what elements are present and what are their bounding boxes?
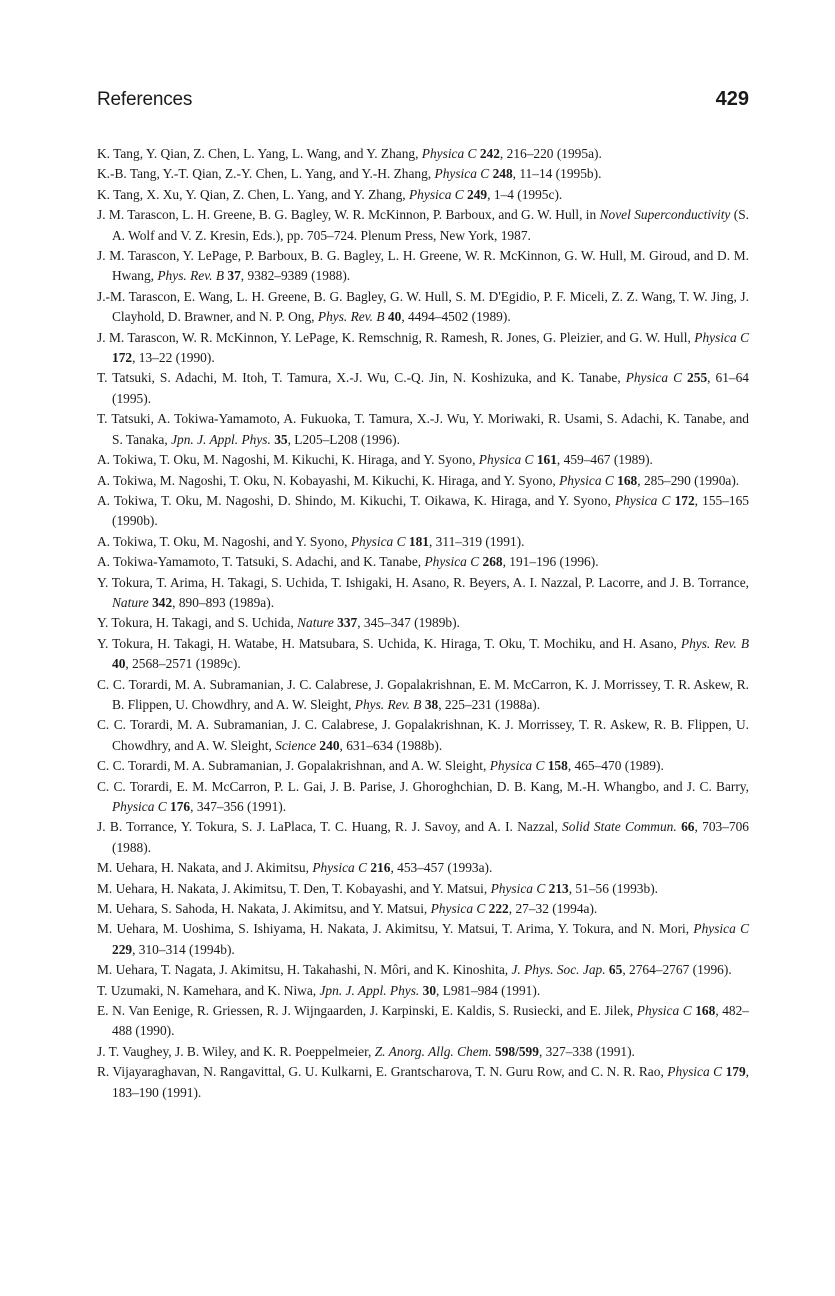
reference-journal: Physica C [694,329,749,345]
reference-pages-year: , 703–706 (1988). [112,819,749,855]
reference-journal: Physica C [434,166,490,182]
reference-entry [97,981,749,1001]
reference-volume: 268 [482,554,503,570]
reference-authors: C. C. Torardi, M. A. Subramanian, J. Gopalakrishnan, and A. W. Sleight, [97,758,490,774]
reference-journal: Physica C [409,186,464,202]
reference-pages-year: , 345–347 (1989b). [357,615,460,631]
reference-pages-year: , 459–467 (1989). [556,452,653,468]
reference-volume: 168 [617,472,638,488]
reference-entry [97,675,749,716]
reference-entry [97,328,749,369]
reference-authors: J.-M. Tarascon, E. Wang, L. H. Greene, B. G. Bagley, G. W. Hull, S. M. D'Egidio, P. F. Miceli, Z. Z. Wang, T. W. Jing, J. Clayhold, D. Brawner, and N. P. Ong, [97,288,749,325]
reference-volume: 222 [488,901,509,917]
reference-entry [97,573,749,614]
reference-entry [97,552,749,572]
reference-pages-year: , 482–488 (1990). [112,1003,749,1039]
reference-authors: T. Uzumaki, N. Kamehara, and K. Niwa, [97,982,320,998]
reference-entry [97,756,749,776]
reference-pages-year: , 11–14 (1995b). [512,166,602,182]
reference-pages-year: , 155–165 (1990b). [112,492,749,529]
reference-entry [97,634,749,675]
reference-volume: 40 [387,309,402,325]
reference-pages-year: , 890–893 (1989a). [172,594,275,610]
reference-entry [97,144,749,164]
reference-volume: 242 [479,146,500,161]
reference-pages-year: , 9382–9389 (1988). [240,268,351,284]
reference-entry [97,450,749,470]
reference-volume: 172 [112,350,133,366]
reference-authors: K. Tang, X. Xu, Y. Qian, Z. Chen, L. Yang, and Y. Zhang, [97,186,409,202]
reference-journal: Physica C [559,472,614,488]
reference-authors: M. Uehara, S. Sahoda, H. Nakata, J. Akimitsu, and Y. Matsui, [97,901,431,917]
reference-entry [97,613,749,633]
reference-volume: 342 [152,594,173,610]
reference-entry [97,185,749,205]
reference-journal: Novel Superconductivity [599,207,731,223]
reference-entry [97,368,749,409]
reference-pages-year: , 347–356 (1991). [190,799,287,814]
reference-entry [97,205,749,246]
reference-volume: 30 [422,982,437,998]
reference-volume: 158 [547,758,568,774]
reference-entry [97,919,749,960]
reference-authors: C. C. Torardi, M. A. Subramanian, J. C. Calabrese, J. Gopalakrishnan, K. J. Morrissey, T. R. Askew, R. B. Flippen, U. Chowdhry, and A. W. Sleight, [97,717,749,753]
reference-volume: 38 [424,696,439,712]
reference-journal: Physica C [112,799,167,814]
reference-authors: J. M. Tarascon, Y. LePage, P. Barboux, B. G. Bagley, L. H. Greene, W. R. McKinnon, G. W. Hull, M. Giroud, and D. M. Hwang, [97,248,749,284]
reference-volume: 161 [536,452,557,468]
reference-entry [97,817,749,858]
reference-journal: Physica C [693,921,749,937]
reference-authors: M. Uehara, H. Nakata, and J. Akimitsu, [97,860,313,876]
reference-authors: R. Vijayaraghavan, N. Rangavittal, G. U. Kulkarni, E. Grantscharova, T. N. Guru Row, and C. N. R. Rao, [97,1064,668,1080]
running-head [97,88,749,111]
reference-pages-year: , 311–319 (1991). [428,533,525,549]
reference-journal: Physica C [490,880,546,896]
reference-journal: Physica C [614,492,671,508]
reference-entry [97,409,749,450]
reference-pages-year: , 225–231 (1988a). [438,696,541,712]
reference-entry [97,1042,749,1062]
reference-journal: Solid State Commun. [562,819,677,835]
reference-authors: M. Uehara, T. Nagata, J. Akimitsu, H. Takahashi, N. Môri, and K. Kinoshita, [97,962,512,978]
reference-volume: 181 [408,533,429,549]
reference-authors: E. N. Van Eenige, R. Griessen, R. J. Wijngaarden, J. Karpinski, E. Kaldis, S. Rusiecki, and E. Jilek, [97,1003,637,1019]
reference-journal: Physica C [350,533,406,549]
reference-authors: A. Tokiwa, T. Oku, M. Nagoshi, D. Shindo, M. Kikuchi, T. Oikawa, K. Hiraga, and Y. Syono, [97,492,615,508]
reference-pages-year: , 191–196 (1996). [502,554,599,570]
reference-pages-year: , 310–314 (1994b). [132,941,235,957]
reference-journal: Phys. Rev. B [680,635,750,651]
reference-pages-year: , 327–338 (1991). [538,1043,635,1059]
reference-pages-year: , 2568–2571 (1989c). [125,656,241,672]
reference-pages-year: (S. A. Wolf and V. Z. Kresin, Eds.), pp. 705–724. Plenum Press, New York, 1987. [112,207,749,243]
reference-journal: Nature [112,594,149,610]
reference-entry [97,246,749,287]
reference-volume: 598/599 [495,1043,539,1059]
page-number: 429 [715,88,749,110]
reference-volume: 229 [112,941,133,957]
reference-entry [97,879,749,899]
reference-authors: C. C. Torardi, M. A. Subramanian, J. C. Calabrese, J. Gopalakrishnan, E. M. McCarron, K. J. Morrissey, T. R. Askew, R. B. Flippen, U. Chowdhry, and A. W. Sleight, [97,676,749,712]
reference-entry [97,164,749,184]
reference-entry [97,491,749,532]
reference-authors: J. M. Tarascon, L. H. Greene, B. G. Bagley, W. R. McKinnon, P. Barboux, and G. W. Hull, in [97,207,600,223]
reference-journal: Jpn. J. Appl. Phys. [171,431,271,447]
reference-pages-year: , 1–4 (1995c). [487,186,563,202]
reference-list [97,144,749,1103]
reference-volume: 248 [492,166,513,182]
reference-journal: Physica C [625,370,683,386]
reference-journal: Science [275,737,317,753]
reference-pages-year: , 51–56 (1993b). [568,880,658,896]
reference-pages-year: , 285–290 (1990a). [637,472,740,488]
reference-authors: A. Tokiwa, M. Nagoshi, T. Oku, N. Kobayashi, M. Kikuchi, K. Hiraga, and Y. Syono, [97,472,560,488]
reference-entry [97,858,749,878]
reference-pages-year: , 465–470 (1989). [567,758,664,774]
reference-entry [97,1001,749,1042]
reference-journal: Physica C [489,758,545,774]
reference-pages-year: , L205–L208 (1996). [287,431,400,447]
reference-authors: Y. Tokura, H. Takagi, H. Watabe, H. Matsubara, S. Uchida, K. Hiraga, T. Oku, T. Mochiku, and H. Asano, [97,635,681,651]
reference-pages-year: , 2764–2767 (1996). [622,962,732,978]
reference-authors: M. Uehara, H. Nakata, J. Akimitsu, T. Den, T. Kobayashi, and Y. Matsui, [97,880,491,896]
reference-volume: 337 [337,615,358,631]
reference-volume: 176 [170,799,191,814]
reference-entry [97,960,749,980]
reference-authors: J. B. Torrance, Y. Tokura, S. J. LaPlaca, T. C. Huang, R. J. Savoy, and A. I. Nazzal, [97,819,563,835]
reference-authors: A. Tokiwa, T. Oku, M. Nagoshi, and Y. Syono, [97,533,351,549]
reference-journal: J. Phys. Soc. Jap. [511,962,606,978]
reference-volume: 216 [370,860,391,876]
reference-volume: 240 [319,737,340,753]
reference-authors: M. Uehara, M. Uoshima, S. Ishiyama, H. Nakata, J. Akimitsu, Y. Matsui, T. Arima, Y. Tokura, and N. Mori, [97,921,694,937]
reference-pages-year: , 61–64 (1995). [112,370,749,406]
reference-journal: Physica C [421,146,477,161]
reference-volume: 66 [681,819,695,835]
reference-authors: J. M. Tarascon, W. R. McKinnon, Y. LePage, K. Remschnig, R. Ramesh, R. Jones, G. Pleizier, and G. W. Hull, [97,329,695,345]
reference-pages-year: , 631–634 (1988b). [339,737,443,753]
reference-entry [97,532,749,552]
reference-pages-year: , 4494–4502 (1989). [401,309,511,325]
reference-journal: Physica C [430,901,486,917]
reference-authors: J. T. Vaughey, J. B. Wiley, and K. R. Poeppelmeier, [97,1043,375,1059]
reference-entry [97,287,749,328]
reference-volume: 65 [608,962,623,978]
reference-journal: Physica C [478,452,534,468]
reference-journal: Jpn. J. Appl. Phys. [319,982,420,998]
reference-journal: Physica C [312,860,367,876]
reference-volume: 249 [467,186,488,202]
reference-authors: Y. Tokura, T. Arima, H. Takagi, S. Uchida, T. Ishigaki, H. Asano, R. Beyers, A. I. Nazzal, P. Lacorre, and J. B. Torrance, [97,574,749,590]
section-title: References [97,89,193,110]
reference-entry [97,899,749,919]
reference-journal: Nature [297,615,334,631]
reference-volume: 255 [687,370,708,386]
reference-authors: A. Tokiwa-Yamamoto, T. Tatsuki, S. Adachi, and K. Tanabe, [97,554,425,570]
reference-volume: 37 [227,268,241,284]
reference-entry [97,715,749,756]
reference-pages-year: , 13–22 (1990). [132,350,215,366]
reference-journal: Phys. Rev. B [157,268,225,284]
reference-authors: T. Tatsuki, S. Adachi, M. Itoh, T. Tamura, X.-J. Wu, C.-Q. Jin, N. Koshizuka, and K. Tanabe, [97,370,626,386]
reference-journal: Physica C [667,1064,723,1080]
reference-authors: A. Tokiwa, T. Oku, M. Nagoshi, M. Kikuchi, K. Hiraga, and Y. Syono, [97,452,479,468]
reference-journal: Physica C [636,1003,692,1019]
reference-volume: 213 [548,880,569,896]
reference-pages-year: , L981–984 (1991). [436,982,541,998]
reference-authors: K. Tang, Y. Qian, Z. Chen, L. Yang, L. Wang, and Y. Zhang, [97,146,422,161]
reference-authors: T. Tatsuki, A. Tokiwa-Yamamoto, A. Fukuoka, T. Tamura, X.-J. Wu, Y. Moriwaki, R. Usami, S. Adachi, K. Tanabe, and S. Tanaka, [97,411,749,447]
reference-volume: 40 [112,656,126,672]
reference-volume: 168 [695,1003,716,1019]
reference-journal: Z. Anorg. Allg. Chem. [374,1043,492,1059]
reference-volume: 172 [674,492,695,508]
reference-journal: Phys. Rev. B [354,696,422,712]
reference-pages-year: , 216–220 (1995a). [499,146,602,161]
reference-entry [97,777,749,818]
reference-authors: C. C. Torardi, E. M. McCarron, P. L. Gai, J. B. Parise, J. Ghoroghchian, D. B. Kang, M.-H. Whangbo, and J. C. Barry, [97,778,749,794]
reference-volume: 35 [274,431,288,447]
reference-pages-year: , 183–190 (1991). [112,1064,750,1100]
reference-entry [97,1062,749,1103]
reference-entry [97,471,749,491]
reference-volume: 179 [725,1064,746,1080]
reference-authors: K.-B. Tang, Y.-T. Qian, Z.-Y. Chen, L. Yang, and Y.-H. Zhang, [97,166,435,182]
reference-journal: Physica C [424,554,480,570]
reference-pages-year: , 453–457 (1993a). [390,860,493,876]
reference-authors: Y. Tokura, H. Takagi, and S. Uchida, [97,615,298,631]
reference-journal: Phys. Rev. B [317,309,385,325]
reference-pages-year: , 27–32 (1994a). [508,901,598,917]
